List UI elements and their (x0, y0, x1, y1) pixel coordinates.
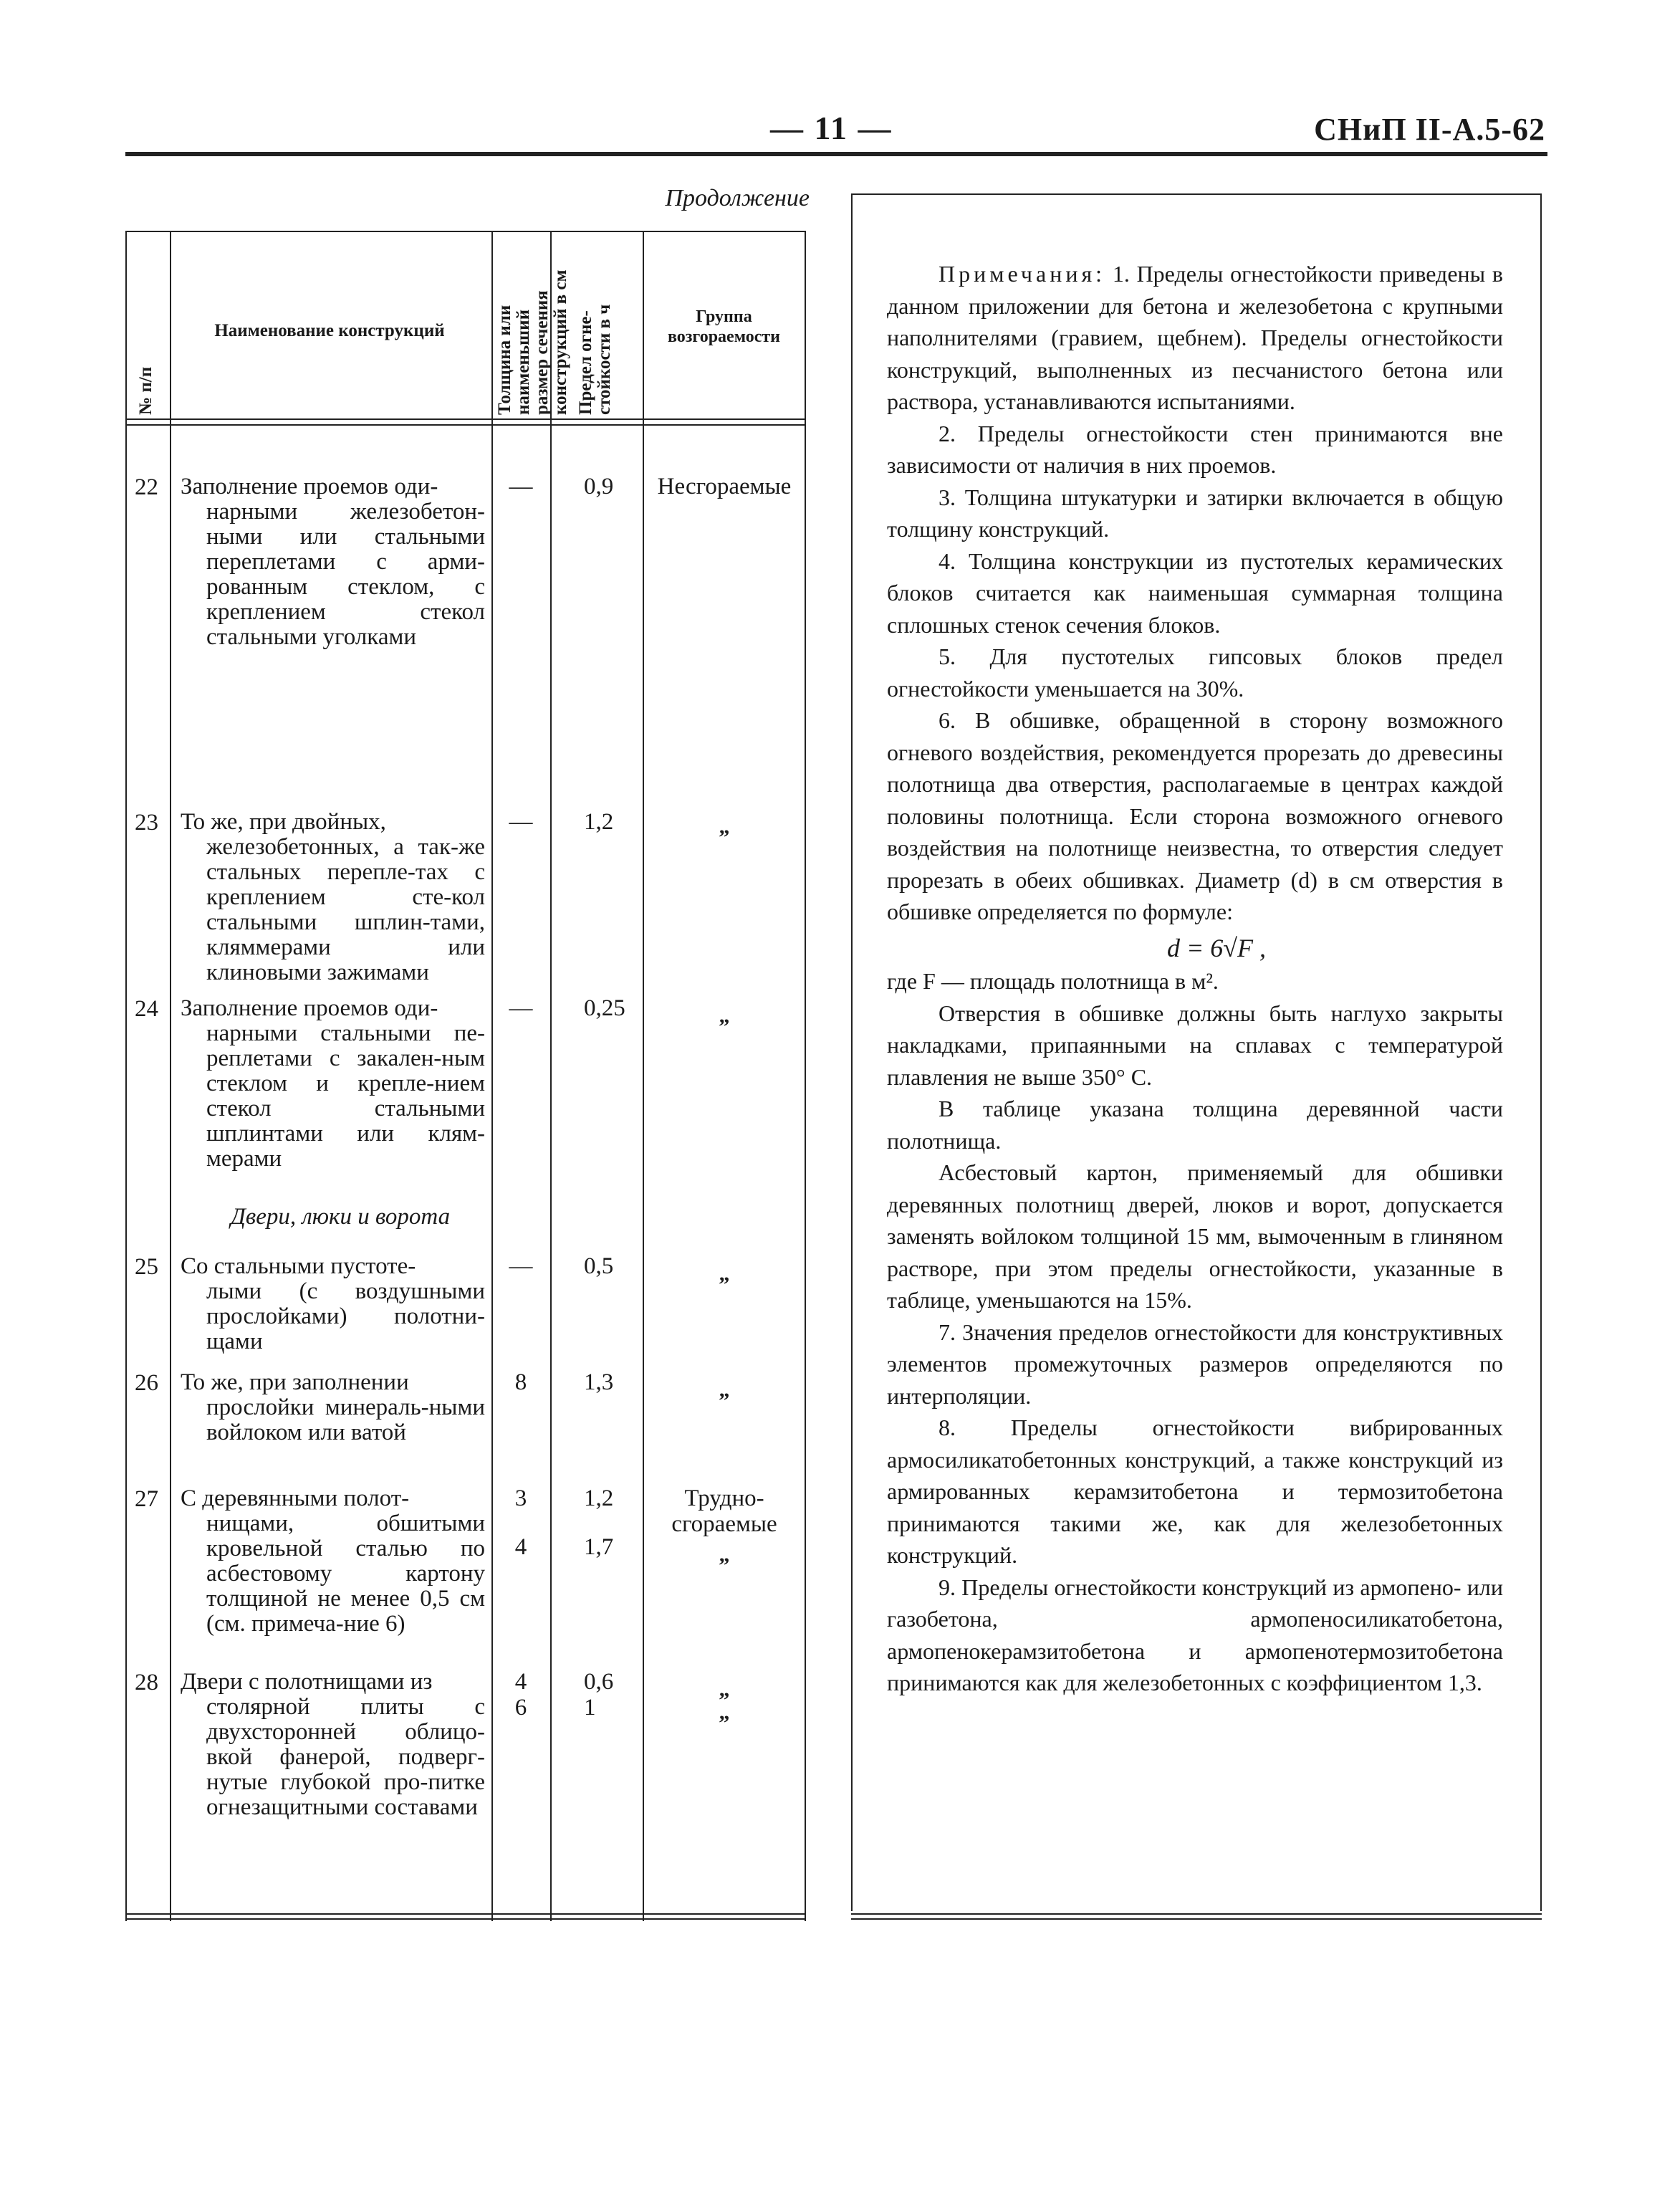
continuation-label: Продолжение (665, 185, 810, 211)
row-number: 24 (135, 996, 158, 1022)
ditto-mark: „ (719, 1378, 730, 1402)
fire-resistance-table (125, 231, 806, 1921)
document-code: СНиП II-А.5-62 (1314, 112, 1545, 147)
ditto-mark: „ (719, 815, 730, 838)
table-header-rule (125, 424, 806, 426)
row-number: 22 (135, 474, 158, 500)
note-paragraph: 3. Толщина штукатурки и затирки включается в общую толщину конструкций. (887, 484, 1503, 542)
row-fire-limit: 0,25 (584, 995, 625, 1021)
note-paragraph: 6. В обшивке, обращенной в сторону возможного огневого воздействия, рекомендуется прорезать до древесины полотнища два отверстия, располагаемые в центрах каждой половины полотнища. Если сторона возможного огневого воздействия на полотнище неизвестна, то отверстия следует прорезать в обеих обшивках. Диаметр (d) в см отверстия в обшивке определяется по формуле: (887, 707, 1503, 924)
section-title: Двери, люки и ворота (230, 1204, 451, 1230)
row-fire-limit: 0,6 (584, 1669, 614, 1695)
row-combustibility-group: сгораемые (671, 1511, 777, 1537)
row-fire-limit: 1 (584, 1695, 596, 1721)
row-number: 26 (135, 1370, 158, 1396)
note-paragraph: 9. Пределы огнестойкости конструкций из армопено- или газобетона, армопеносиликатобетона, армопенокерамзитобетона и армопенотермозитобетона принимаются как для железобетонных с коэффициентом 1,3. (887, 1574, 1503, 1695)
ditto-mark: „ (719, 1678, 730, 1701)
row-combustibility-group: Трудно- (684, 1485, 764, 1511)
row-fire-limit: 1,3 (584, 1369, 614, 1395)
notes-bottom-rule (851, 1913, 1542, 1915)
row-thickness: 4 (514, 1669, 527, 1695)
row-description: Двери с полотнищами из столярной плиты с двухсторонней облицо-вкой фанерой, подверг-нутые глубокой про-питке огнезащитными составами (181, 1669, 485, 1820)
row-description: С деревянными полот- нищами, обшитыми кровельной сталью по асбестовому картону толщиной не менее 0,5 см (см. примеча-ние 6) (181, 1485, 485, 1637)
row-number: 25 (135, 1254, 158, 1280)
row-number: 28 (135, 1670, 158, 1695)
note-paragraph: 7. Значения пределов огнестойкости для конструктивных элементов промежуточных размеров определяются по интерполяции. (887, 1319, 1503, 1409)
row-thickness: 3 (514, 1485, 527, 1511)
header-rule (125, 152, 1547, 156)
ditto-mark: „ (719, 1543, 730, 1566)
table-header-rule (125, 418, 806, 420)
row-thickness: — (509, 809, 533, 835)
column-divider (550, 232, 552, 1921)
row-description: Заполнение проемов оди- нарными стальными пе-реплетами с закален-ным стеклом и крепле-нием стекол стальными шплинтами или клям-мерами (181, 995, 485, 1172)
column-header-thickness: Толщина или наименьший размер сечения конструкций в см (495, 269, 570, 415)
notes-bottom-rule (851, 1918, 1542, 1920)
row-thickness: — (509, 474, 533, 499)
formula: d = 6√F , (1166, 933, 1267, 962)
table-bottom-rule (125, 1918, 806, 1920)
ditto-mark: „ (719, 1004, 730, 1028)
note-paragraph: Примечания: 1. Пределы огнестойкости приведены в данном приложении для бетона и железобетона с крупными наполнителями (гравием, щебнем). Пределы огнестойкости конструкций, выполненных из песчанистого бетона или раствора, устанавливаются испытаниями. (887, 261, 1504, 414)
row-fire-limit: 1,7 (584, 1534, 614, 1560)
row-number: 27 (135, 1486, 158, 1512)
notes (887, 258, 1503, 1699)
page-number: — 11 — (770, 110, 893, 146)
row-number: 23 (135, 810, 158, 836)
row-description: Со стальными пустоте- лыми (с воздушными прослойками) полотни-щами (181, 1253, 485, 1354)
note-paragraph: 2. Пределы огнестойкости стен принимаются вне зависимости от наличия в них проемов. (887, 420, 1503, 478)
row-description: То же, при заполнении прослойки минераль-ными войлоком или ватой (181, 1369, 485, 1445)
note-paragraph: Отверстия в обшивке должны быть наглухо закрыты накладками, припаянными на сплавах с температурой плавления не выше 350° С. (887, 1000, 1503, 1090)
column-divider (170, 232, 171, 1921)
note-paragraph: где F — площадь полотнища в м². (887, 968, 1219, 994)
row-fire-limit: 0,9 (584, 474, 614, 499)
row-combustibility-group: Несгораемые (657, 474, 792, 499)
row-description: Заполнение проемов оди- нарными железобетон-ными или стальными переплетами с арми-рованным стеклом, с креплением стекол стальными уголками (181, 474, 485, 650)
column-header-group: Группа возгораемости (667, 307, 781, 346)
column-header-name: Наименование конструкций (214, 321, 445, 340)
note-paragraph: 5. Для пустотелых гипсовых блоков предел огнестойкости уменьшается на 30%. (887, 643, 1503, 702)
ditto-mark: „ (719, 1262, 730, 1286)
row-thickness: 4 (514, 1534, 527, 1560)
row-fire-limit: 1,2 (584, 809, 614, 835)
note-paragraph: В таблице указана толщина деревянной части полотнища. (887, 1096, 1503, 1154)
column-header-limit: Предел огне- стойкости в ч (576, 304, 614, 415)
ditto-mark: „ (719, 1700, 730, 1724)
note-paragraph: 4. Толщина конструкции из пустотелых керамических блоков считается как наименьшая суммарная толщина сплошных стенок сечения блоков. (887, 547, 1503, 638)
notes-title: Примечания: (939, 261, 1106, 287)
row-thickness: — (509, 1253, 533, 1279)
row-description: То же, при двойных, железобетонных, а так-же стальных перепле-тах с креплением сте-кол стальными шплин-тами, кляммерами или клиновыми зажимами (181, 809, 485, 985)
table-bottom-rule (125, 1913, 806, 1915)
row-thickness: 8 (514, 1369, 527, 1395)
column-header-num: № п/п (136, 366, 155, 415)
note-paragraph: 8. Пределы огнестойкости вибрированных армосиликатобетонных конструкций, а также конструкций из армированных керамзитобетона и термозитобетона принимаются такими же, как для железобетонных конструкций. (887, 1415, 1503, 1568)
row-fire-limit: 1,2 (584, 1485, 614, 1511)
row-thickness: — (509, 995, 533, 1021)
row-thickness: 6 (514, 1695, 527, 1721)
row-fire-limit: 0,5 (584, 1253, 614, 1279)
note-paragraph: Асбестовый картон, применяемый для обшивки деревянных полотнищ дверей, люков и ворот, допускается заменять войлоком толщиной 15 мм, вымоченным в глиняном растворе, при этом пределы огнестойкости, указанные в таблице, уменьшаются на 15%. (887, 1159, 1503, 1313)
